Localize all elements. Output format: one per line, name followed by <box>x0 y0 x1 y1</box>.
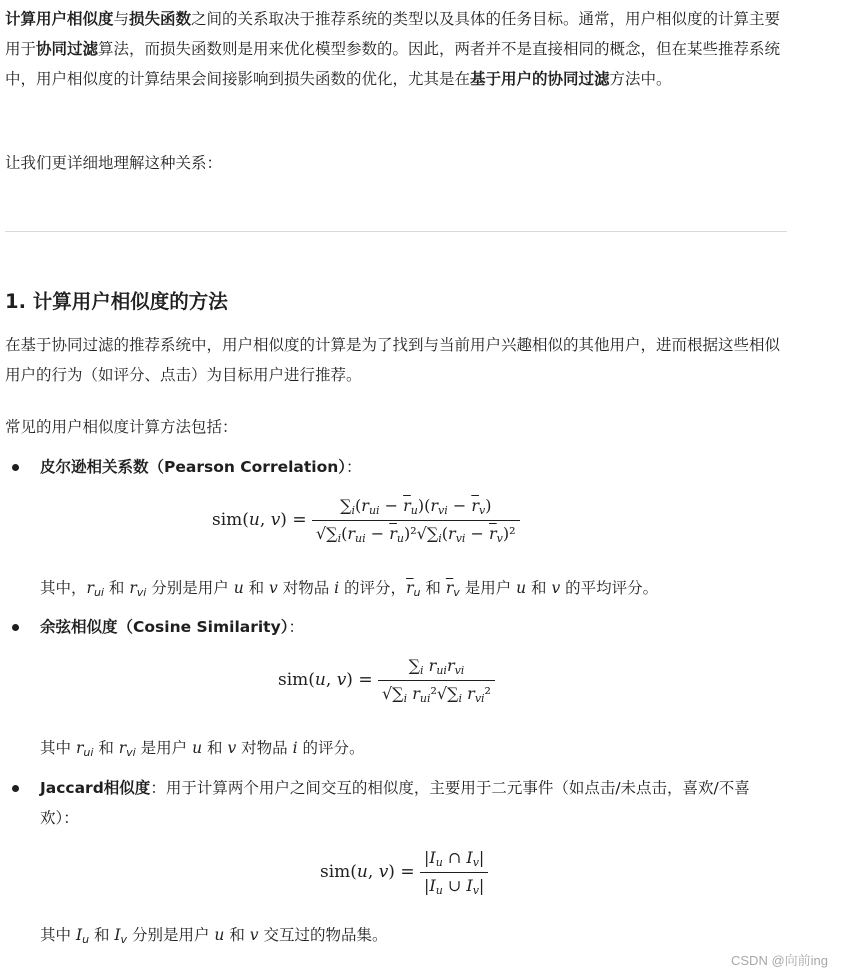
section-paragraph: 在基于协同过滤的推荐系统中，用户相似度的计算是为了找到与当前用户兴趣相似的其他用户，进而根据这些相似用户的行为（如评分、点击）为目标用户进行推荐。 <box>5 336 781 384</box>
section-heading: 1. 计算用户相似度的方法 <box>5 290 228 313</box>
jaccard-title: Jaccard相似度：用于计算两个用户之间交互的相似度，主要用于二元事件（如点击/未点击，喜欢/不喜欢）： <box>40 779 750 827</box>
bullet-dot <box>12 464 19 471</box>
intro-followup: 让我们更详细地理解这种关系： <box>5 154 223 172</box>
pearson-formula: sim(u, v) = $\frac{\sum_i(r_{ui} - \overline{r}_u)(r_{vi} - \overline{r}_v)}{√\sum_i(r_{ui} - \overline{r}_u)^2√\sum_i(r_{vi} - \overline{r}_v)^2}$ <box>212 496 632 545</box>
cosine-note: 其中 $r_{ui}$ 和 $r_{vi}$ 是用户 u 和 v 对物品 i 的评分。 <box>40 739 365 759</box>
watermark: CSDN @向前ing <box>731 953 828 968</box>
divider <box>5 231 787 232</box>
cosine-title: 余弦相似度（Cosine Similarity）： <box>40 618 304 636</box>
bullet-dot <box>12 785 19 792</box>
cosine-formula: sim(u, v) = $\frac{\sum_i r_{ui}r_{vi}}{√\sum_i r_{ui}^2√\sum_i r_{vi}^2}$ <box>278 656 578 705</box>
bold-term: 损失函数 <box>129 10 192 28</box>
bold-term: 基于用户的协同过滤 <box>470 70 610 88</box>
bullet-dot <box>12 624 19 631</box>
intro-paragraph: 计算用户相似度与损失函数之间的关系取决于推荐系统的类型以及具体的任务目标。通常，用户相似度的计算主要用于协同过滤算法，而损失函数则是用来优化模型参数的。因此，两者并不是直接相同的概念，但在某些推荐系统中，用户相似度的计算结果会间接影响到损失函数的优化，尤其是在基于用户的协同过滤方法中。 <box>5 10 781 88</box>
jaccard-formula: sim(u, v) = $\frac{|I_u \cap I_v|}{|I_u \cup I_v|}$ <box>320 848 540 897</box>
jaccard-note: 其中 $I_u$ 和 $I_v$ 分别是用户 u 和 v 交互过的物品集。 <box>40 926 388 946</box>
bold-term: 协同过滤 <box>36 40 99 58</box>
bold-term: 计算用户相似度 <box>5 10 114 28</box>
pearson-note: 其中，$r_{ui}$ 和 $r_{vi}$ 分别是用户 u 和 v 对物品 i 的评分，$\overline{r}_u$ 和 $\overline{r}_v$ 是用户 u 和 v 的平均评分。 <box>40 579 659 599</box>
pearson-title: 皮尔逊相关系数（Pearson Correlation）： <box>40 458 362 476</box>
methods-intro: 常见的用户相似度计算方法包括： <box>5 418 238 436</box>
